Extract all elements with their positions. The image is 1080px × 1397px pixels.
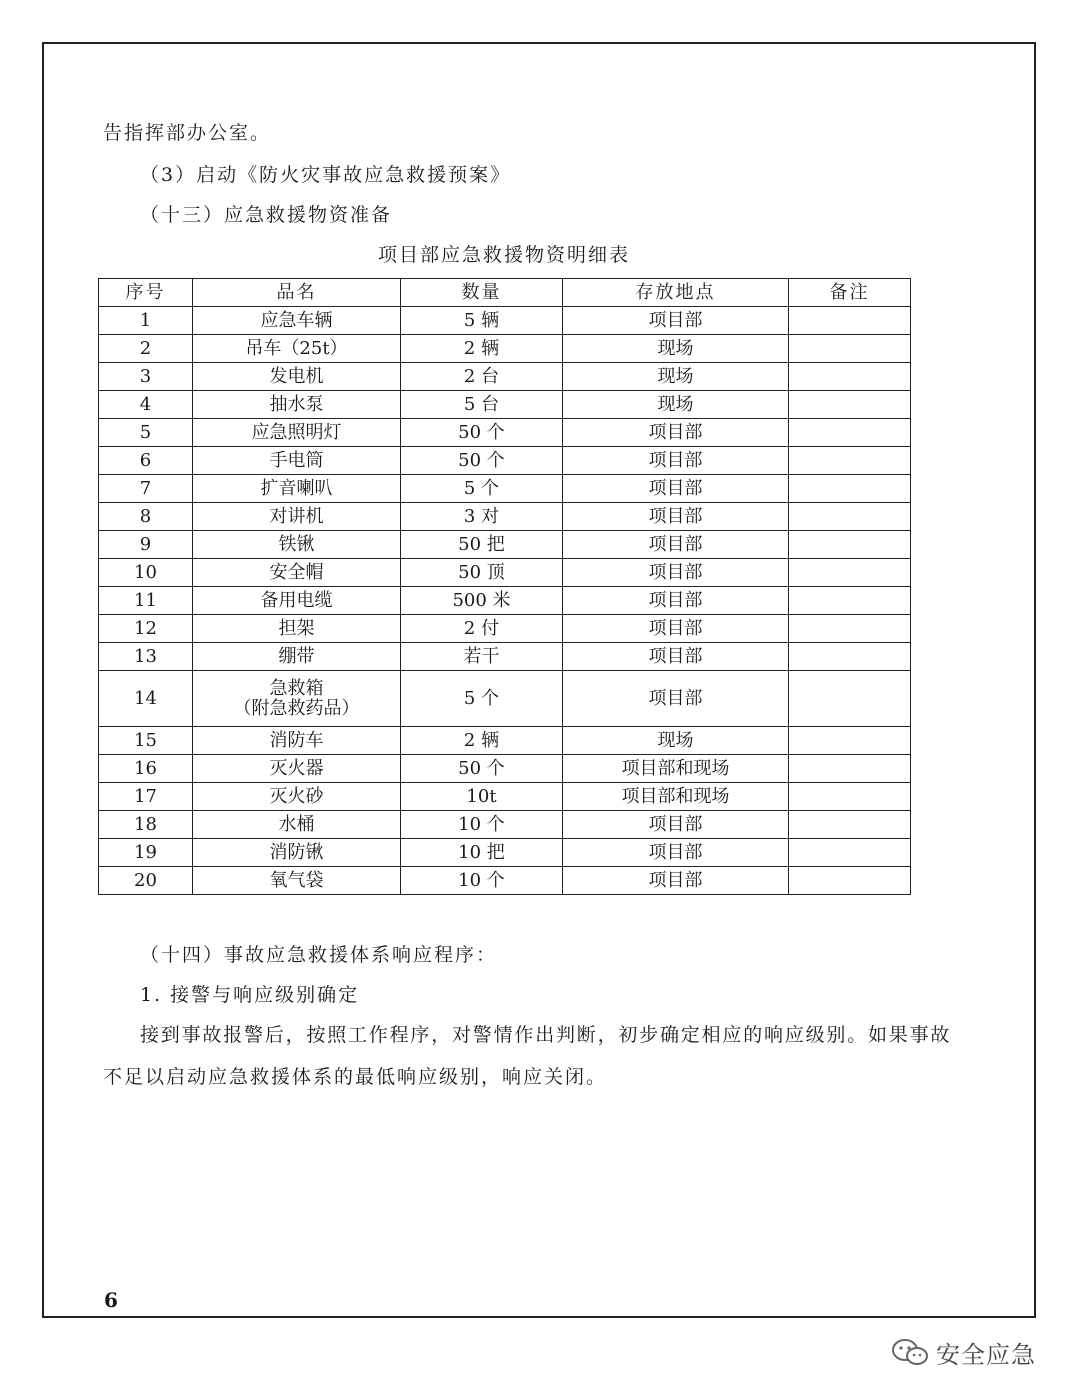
wechat-icon — [890, 1337, 930, 1369]
cell-location: 项目部和现场 — [563, 755, 789, 783]
cell-name: 消防锹 — [193, 839, 401, 867]
cell-no: 5 — [99, 419, 193, 447]
cell-remarks — [789, 615, 911, 643]
cell-quantity: 50 顶 — [401, 559, 563, 587]
cell-location: 项目部 — [563, 811, 789, 839]
cell-name-subline: （附急救药品） — [233, 697, 360, 719]
table-row — [99, 811, 911, 839]
cell-no: 7 — [99, 475, 193, 503]
cell-remarks — [789, 503, 911, 531]
table-row — [99, 475, 911, 503]
cell-name: 铁锹 — [193, 531, 401, 559]
cell-location: 项目部 — [563, 531, 789, 559]
table-row — [99, 447, 911, 475]
cell-no: 14 — [99, 671, 193, 727]
cell-remarks — [789, 475, 911, 503]
header-name: 品名 — [193, 279, 401, 307]
cell-quantity: 50 个 — [401, 419, 563, 447]
cell-remarks — [789, 447, 911, 475]
header-quantity: 数量 — [401, 279, 563, 307]
cell-name: 应急车辆 — [193, 307, 401, 335]
cell-name: 氧气袋 — [193, 867, 401, 895]
cell-name: 吊车（25t） — [193, 335, 401, 363]
cell-quantity: 5 辆 — [401, 307, 563, 335]
cell-name: 安全帽 — [193, 559, 401, 587]
cell-location: 项目部 — [563, 447, 789, 475]
watermark-text: 安全应急 — [936, 1341, 1036, 1369]
table-row — [99, 615, 911, 643]
cell-remarks — [789, 363, 911, 391]
cell-remarks — [789, 559, 911, 587]
table-row — [99, 587, 911, 615]
materials-table — [98, 278, 911, 895]
table-row — [99, 391, 911, 419]
cell-quantity: 10 把 — [401, 839, 563, 867]
table-title: 项目部应急救援物资明细表 — [377, 244, 630, 266]
cell-name: 发电机 — [193, 363, 401, 391]
cell-location: 项目部 — [563, 643, 789, 671]
table-row — [99, 559, 911, 587]
cell-name: 担架 — [193, 615, 401, 643]
section-heading: （十三）应急救援物资准备 — [140, 204, 393, 226]
table-header-row — [99, 279, 911, 307]
cell-location: 项目部 — [563, 559, 789, 587]
cell-name: 对讲机 — [193, 503, 401, 531]
cell-quantity: 10t — [401, 783, 563, 811]
cell-no: 3 — [99, 363, 193, 391]
cell-quantity: 2 辆 — [401, 335, 563, 363]
cell-quantity: 若干 — [401, 643, 563, 671]
cell-name: 扩音喇叭 — [193, 475, 401, 503]
cell-no: 10 — [99, 559, 193, 587]
table-row — [99, 867, 911, 895]
cell-no: 6 — [99, 447, 193, 475]
cell-no: 13 — [99, 643, 193, 671]
table-row — [99, 335, 911, 363]
cell-location: 项目部 — [563, 867, 789, 895]
table-body — [99, 307, 911, 895]
cell-remarks — [789, 811, 911, 839]
header-remarks: 备注 — [789, 279, 911, 307]
cell-remarks — [789, 335, 911, 363]
cell-location: 项目部 — [563, 587, 789, 615]
cell-remarks — [789, 531, 911, 559]
cell-remarks — [789, 727, 911, 755]
table-row — [99, 363, 911, 391]
table-row — [99, 419, 911, 447]
cell-no: 9 — [99, 531, 193, 559]
cell-location: 项目部 — [563, 671, 789, 727]
cell-name: 灭火砂 — [193, 783, 401, 811]
table-row — [99, 307, 911, 335]
cell-remarks — [789, 755, 911, 783]
cell-quantity: 50 个 — [401, 447, 563, 475]
cell-quantity: 3 对 — [401, 503, 563, 531]
cell-name: 绷带 — [193, 643, 401, 671]
cell-remarks — [789, 391, 911, 419]
cell-quantity: 2 台 — [401, 363, 563, 391]
paragraph-line: 不足以启动应急救援体系的最低响应级别，响应关闭。 — [103, 1066, 608, 1088]
cell-no: 15 — [99, 727, 193, 755]
header-location: 存放地点 — [563, 279, 789, 307]
cell-no: 1 — [99, 307, 193, 335]
cell-location: 现场 — [563, 391, 789, 419]
cell-no: 12 — [99, 615, 193, 643]
table-row — [99, 755, 911, 783]
cell-remarks — [789, 587, 911, 615]
cell-location: 现场 — [563, 363, 789, 391]
table-row — [99, 671, 911, 727]
cell-quantity: 50 把 — [401, 531, 563, 559]
cell-remarks — [789, 867, 911, 895]
paragraph-line: 告指挥部办公室。 — [103, 122, 272, 144]
cell-remarks — [789, 307, 911, 335]
cell-location: 项目部 — [563, 307, 789, 335]
cell-location: 项目部 — [563, 475, 789, 503]
cell-location: 项目部 — [563, 419, 789, 447]
cell-quantity: 2 付 — [401, 615, 563, 643]
cell-name-line: 急救箱 — [269, 677, 324, 699]
cell-no: 11 — [99, 587, 193, 615]
cell-location: 项目部和现场 — [563, 783, 789, 811]
paragraph-line: 接到事故报警后，按照工作程序，对警情作出判断，初步确定相应的响应级别。如果事故 — [140, 1024, 952, 1046]
cell-location: 项目部 — [563, 839, 789, 867]
cell-name: 水桶 — [193, 811, 401, 839]
paragraph-line: （3）启动《防火灾事故应急救援预案》 — [140, 164, 512, 186]
cell-name: 备用电缆 — [193, 587, 401, 615]
cell-no: 20 — [99, 867, 193, 895]
table-row — [99, 643, 911, 671]
cell-remarks — [789, 671, 911, 727]
table-row — [99, 783, 911, 811]
table-row — [99, 727, 911, 755]
cell-location: 项目部 — [563, 615, 789, 643]
cell-name — [193, 671, 401, 727]
cell-quantity: 10 个 — [401, 811, 563, 839]
cell-quantity: 2 辆 — [401, 727, 563, 755]
cell-no: 2 — [99, 335, 193, 363]
cell-remarks — [789, 643, 911, 671]
header-no: 序号 — [99, 279, 193, 307]
cell-name: 应急照明灯 — [193, 419, 401, 447]
cell-remarks — [789, 839, 911, 867]
table-row — [99, 531, 911, 559]
cell-quantity: 10 个 — [401, 867, 563, 895]
section-heading: （十四）事故应急救援体系响应程序： — [140, 944, 498, 966]
watermark — [890, 1335, 1036, 1370]
cell-name: 消防车 — [193, 727, 401, 755]
cell-location: 现场 — [563, 727, 789, 755]
cell-quantity: 5 个 — [401, 671, 563, 727]
subsection-heading: 1. 接警与响应级别确定 — [140, 984, 360, 1006]
cell-quantity: 5 台 — [401, 391, 563, 419]
cell-name: 抽水泵 — [193, 391, 401, 419]
cell-no: 18 — [99, 811, 193, 839]
page-number: 6 — [104, 1288, 118, 1312]
cell-name: 手电筒 — [193, 447, 401, 475]
table-row — [99, 503, 911, 531]
cell-quantity: 50 个 — [401, 755, 563, 783]
cell-quantity: 500 米 — [401, 587, 563, 615]
cell-no: 8 — [99, 503, 193, 531]
cell-location: 项目部 — [563, 503, 789, 531]
cell-no: 17 — [99, 783, 193, 811]
cell-quantity: 5 个 — [401, 475, 563, 503]
cell-no: 19 — [99, 839, 193, 867]
cell-no: 16 — [99, 755, 193, 783]
cell-location: 现场 — [563, 335, 789, 363]
cell-remarks — [789, 783, 911, 811]
table-row — [99, 839, 911, 867]
cell-remarks — [789, 419, 911, 447]
cell-no: 4 — [99, 391, 193, 419]
cell-name: 灭火器 — [193, 755, 401, 783]
